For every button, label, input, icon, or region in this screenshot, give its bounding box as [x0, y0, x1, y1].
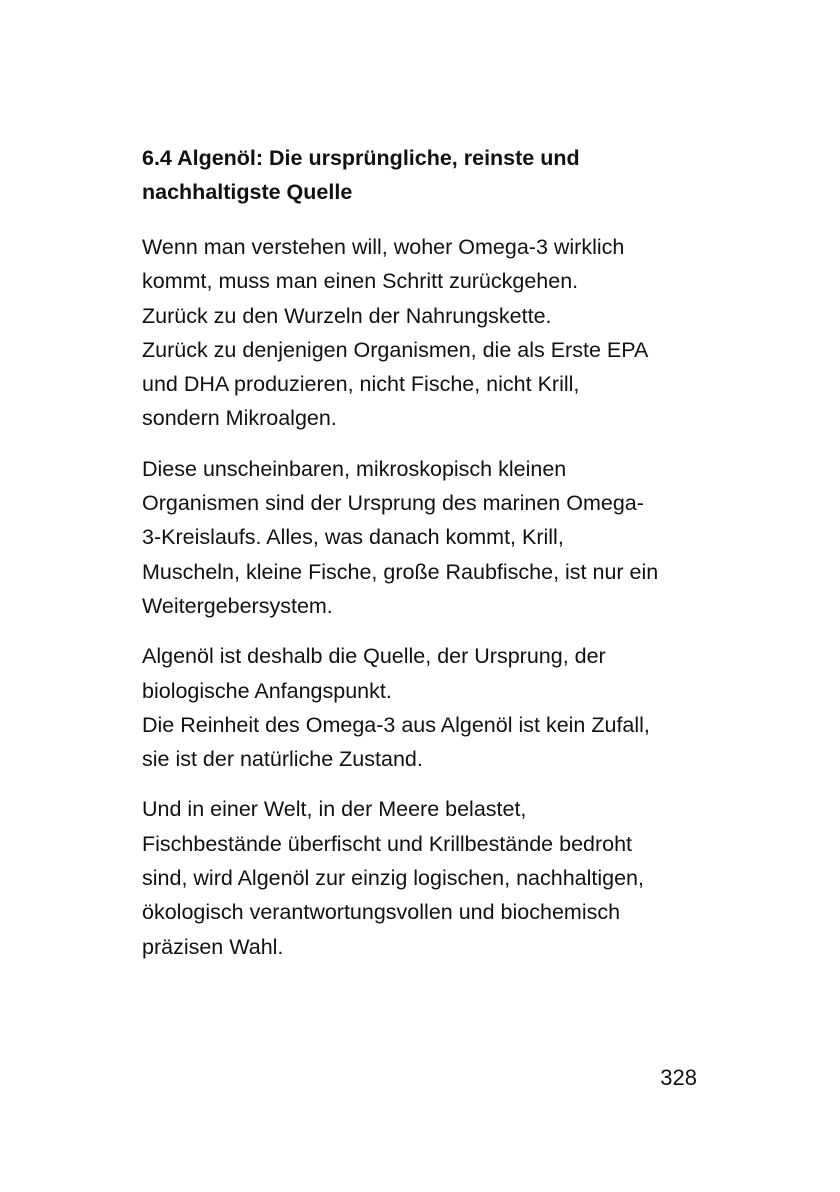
section-heading-line: nachhaltigste Quelle — [142, 180, 353, 204]
text-line: Algenöl ist deshalb die Quelle, der Ursprung, der — [142, 644, 606, 669]
text-line: ökologisch verantwortungsvollen und biochemisch — [142, 900, 621, 925]
text-line: Muscheln, kleine Fische, große Raubfische, ist nur ein — [142, 559, 659, 584]
paragraph — [142, 639, 712, 776]
text-line: präzisen Wahl. — [142, 934, 284, 959]
text-line: Organismen sind der Ursprung des marinen Omega- — [142, 491, 644, 516]
text-line: sie ist der natürliche Zustand. — [142, 747, 423, 772]
paragraph — [142, 792, 712, 963]
paragraph — [142, 230, 712, 436]
text-line: Die Reinheit des Omega-3 aus Algenöl ist kein Zufall, — [142, 712, 650, 737]
text-line: Und in einer Welt, in der Meere belastet, — [142, 797, 527, 822]
text-line: Zurück zu den Wurzeln der Nahrungskette. — [142, 303, 552, 328]
text-line: Weitergebersystem. — [142, 593, 333, 618]
section-heading-line: 6.4 Algenöl: Die ursprüngliche, reinste und — [142, 146, 580, 170]
section-heading — [142, 141, 712, 209]
text-line: biologische Anfangspunkt. — [142, 678, 392, 703]
text-line: Wenn man verstehen will, woher Omega-3 wirklich — [142, 235, 625, 259]
page-number: 328 — [660, 1065, 697, 1090]
text-line: Zurück zu denjenigen Organismen, die als Erste EPA — [142, 337, 649, 362]
text-line: sondern Mikroalgen. — [142, 406, 337, 431]
text-line: Diese unscheinbaren, mikroskopisch kleinen — [142, 456, 567, 481]
text-line: Fischbestände überfischt und Krillbestände bedroht — [142, 831, 633, 856]
text-line: sind, wird Algenöl zur einzig logischen, nachhaltigen, — [142, 866, 644, 891]
paragraph — [142, 452, 712, 623]
text-line: kommt, muss man einen Schritt zurückgehen. — [142, 269, 579, 294]
page-content — [142, 141, 712, 980]
text-line: und DHA produzieren, nicht Fische, nicht Krill, — [142, 372, 580, 397]
text-line: 3-Kreislaufs. Alles, was danach kommt, Krill, — [142, 525, 564, 550]
